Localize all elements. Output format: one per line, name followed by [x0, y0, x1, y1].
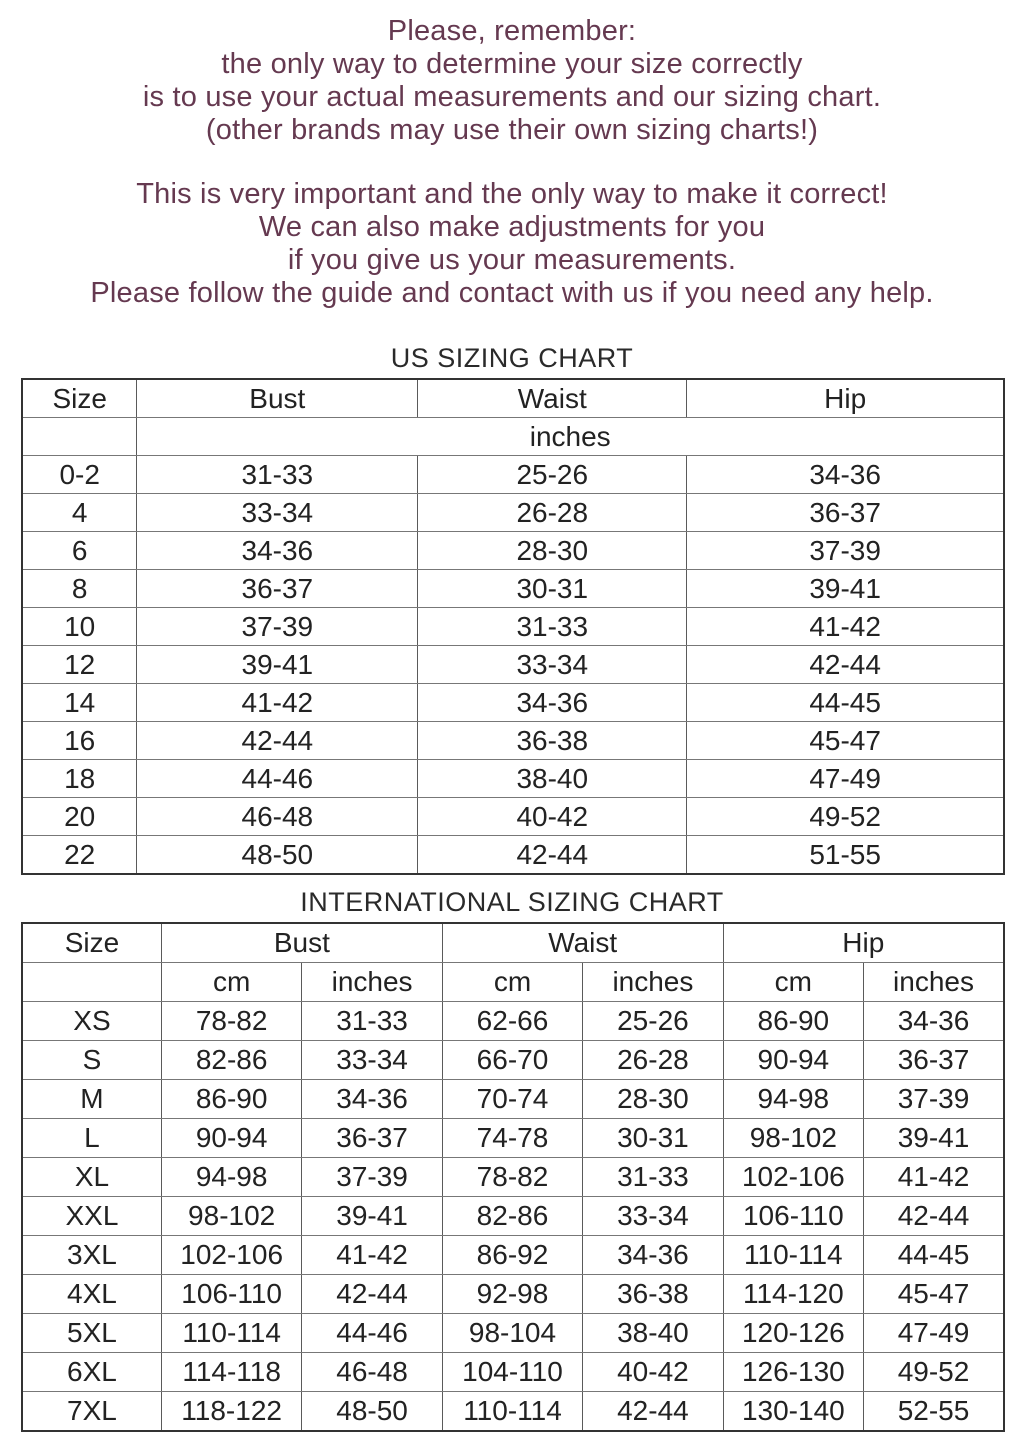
measurement-cell: 31-33 — [583, 1158, 723, 1197]
measurement-cell: 37-39 — [137, 608, 418, 646]
intro-line: if you give us your measurements. — [287, 244, 737, 276]
measurement-cell: 47-49 — [687, 760, 1004, 798]
empty-header-cell — [22, 963, 161, 1002]
measurement-cell: 62-66 — [442, 1002, 582, 1041]
intro-note — [0, 0, 1024, 310]
measurement-cell: 49-52 — [687, 798, 1004, 836]
us-chart-title: US SIZING CHART — [390, 343, 634, 373]
measurement-cell: 39-41 — [687, 570, 1004, 608]
table-row — [22, 1119, 1004, 1158]
measurement-cell: 114-120 — [723, 1275, 863, 1314]
measurement-cell: 39-41 — [137, 646, 418, 684]
measurement-cell: 86-90 — [161, 1080, 301, 1119]
measurement-cell: 82-86 — [442, 1197, 582, 1236]
table-row — [22, 1158, 1004, 1197]
column-header-size: Size — [22, 923, 161, 963]
table-row — [22, 684, 1004, 722]
size-cell: 0-2 — [22, 456, 137, 494]
intro-line: the only way to determine your size correctly — [221, 48, 803, 80]
measurement-cell: 26-28 — [418, 494, 687, 532]
size-cell: 4 — [22, 494, 137, 532]
measurement-cell: 36-38 — [418, 722, 687, 760]
unit-header-inches: inches — [864, 963, 1004, 1002]
measurement-cell: 42-44 — [687, 646, 1004, 684]
measurement-cell: 34-36 — [687, 456, 1004, 494]
measurement-cell: 78-82 — [161, 1002, 301, 1041]
measurement-cell: 34-36 — [302, 1080, 442, 1119]
measurement-cell: 45-47 — [687, 722, 1004, 760]
unit-header-inches: inches — [583, 963, 723, 1002]
measurement-cell: 42-44 — [418, 836, 687, 875]
unit-header-cm: cm — [723, 963, 863, 1002]
measurement-cell: 31-33 — [137, 456, 418, 494]
measurement-cell: 44-46 — [302, 1314, 442, 1353]
measurement-cell: 33-34 — [418, 646, 687, 684]
measurement-cell: 110-114 — [442, 1392, 582, 1432]
size-cell: XS — [22, 1002, 161, 1041]
us-sizing-table — [21, 378, 1005, 875]
measurement-cell: 70-74 — [442, 1080, 582, 1119]
column-header-size: Size — [22, 379, 137, 418]
intro-line: Please, remember: — [387, 15, 637, 47]
measurement-cell: 106-110 — [723, 1197, 863, 1236]
measurement-cell: 33-34 — [302, 1041, 442, 1080]
measurement-cell: 37-39 — [302, 1158, 442, 1197]
us-header-row — [22, 379, 1004, 418]
measurement-cell: 33-34 — [137, 494, 418, 532]
measurement-cell: 86-90 — [723, 1002, 863, 1041]
measurement-cell: 38-40 — [583, 1314, 723, 1353]
table-row — [22, 456, 1004, 494]
measurement-cell: 130-140 — [723, 1392, 863, 1432]
measurement-cell: 86-92 — [442, 1236, 582, 1275]
measurement-cell: 28-30 — [418, 532, 687, 570]
intro-line: (other brands may use their own sizing charts!) — [205, 114, 819, 146]
size-cell: 6XL — [22, 1353, 161, 1392]
measurement-cell: 34-36 — [418, 684, 687, 722]
intl-chart-title: INTERNATIONAL SIZING CHART — [300, 887, 724, 917]
measurement-cell: 42-44 — [302, 1275, 442, 1314]
measurement-cell: 126-130 — [723, 1353, 863, 1392]
unit-header-inches: inches — [137, 418, 1004, 456]
us-unit-row — [22, 418, 1004, 456]
size-cell: L — [22, 1119, 161, 1158]
measurement-cell: 94-98 — [161, 1158, 301, 1197]
measurement-cell: 102-106 — [723, 1158, 863, 1197]
column-header-waist: Waist — [418, 379, 687, 418]
table-row — [22, 1314, 1004, 1353]
intl-sizing-table — [21, 922, 1005, 1432]
measurement-cell: 36-37 — [687, 494, 1004, 532]
table-row — [22, 722, 1004, 760]
measurement-cell: 51-55 — [687, 836, 1004, 875]
intro-line: is to use your actual measurements and our sizing chart. — [142, 81, 882, 113]
measurement-cell: 25-26 — [583, 1002, 723, 1041]
measurement-cell: 34-36 — [864, 1002, 1004, 1041]
measurement-cell: 92-98 — [442, 1275, 582, 1314]
measurement-cell: 42-44 — [583, 1392, 723, 1432]
size-cell: 22 — [22, 836, 137, 875]
measurement-cell: 44-45 — [687, 684, 1004, 722]
intro-line: We can also make adjustments for you — [258, 211, 766, 243]
table-row — [22, 798, 1004, 836]
table-row — [22, 1392, 1004, 1432]
measurement-cell: 45-47 — [864, 1275, 1004, 1314]
measurement-cell: 40-42 — [583, 1353, 723, 1392]
table-row — [22, 760, 1004, 798]
measurement-cell: 28-30 — [583, 1080, 723, 1119]
size-cell: 5XL — [22, 1314, 161, 1353]
size-cell: 4XL — [22, 1275, 161, 1314]
intro-line: This is very important and the only way to make it correct! — [136, 178, 888, 210]
unit-header-cm: cm — [442, 963, 582, 1002]
size-cell: 14 — [22, 684, 137, 722]
table-row — [22, 1275, 1004, 1314]
measurement-cell: 37-39 — [864, 1080, 1004, 1119]
measurement-cell: 82-86 — [161, 1041, 301, 1080]
measurement-cell: 36-37 — [302, 1119, 442, 1158]
table-row — [22, 570, 1004, 608]
measurement-cell: 44-45 — [864, 1236, 1004, 1275]
table-row — [22, 836, 1004, 875]
table-row — [22, 646, 1004, 684]
measurement-cell: 74-78 — [442, 1119, 582, 1158]
measurement-cell: 102-106 — [161, 1236, 301, 1275]
measurement-cell: 44-46 — [137, 760, 418, 798]
table-row — [22, 1002, 1004, 1041]
measurement-cell: 66-70 — [442, 1041, 582, 1080]
measurement-cell: 34-36 — [583, 1236, 723, 1275]
column-header-hip: Hip — [687, 379, 1004, 418]
measurement-cell: 30-31 — [583, 1119, 723, 1158]
measurement-cell: 42-44 — [864, 1197, 1004, 1236]
measurement-cell: 104-110 — [442, 1353, 582, 1392]
measurement-cell: 36-37 — [864, 1041, 1004, 1080]
table-row — [22, 532, 1004, 570]
measurement-cell: 30-31 — [418, 570, 687, 608]
measurement-cell: 46-48 — [302, 1353, 442, 1392]
size-cell: 3XL — [22, 1236, 161, 1275]
unit-header-cm: cm — [161, 963, 301, 1002]
measurement-cell: 98-104 — [442, 1314, 582, 1353]
table-row — [22, 1236, 1004, 1275]
measurement-cell: 39-41 — [864, 1119, 1004, 1158]
table-row — [22, 1080, 1004, 1119]
size-cell: 7XL — [22, 1392, 161, 1432]
size-cell: XL — [22, 1158, 161, 1197]
size-cell: M — [22, 1080, 161, 1119]
size-cell: 16 — [22, 722, 137, 760]
column-header-bust: Bust — [137, 379, 418, 418]
size-cell: XXL — [22, 1197, 161, 1236]
measurement-cell: 41-42 — [302, 1236, 442, 1275]
size-cell: S — [22, 1041, 161, 1080]
measurement-cell: 120-126 — [723, 1314, 863, 1353]
measurement-cell: 33-34 — [583, 1197, 723, 1236]
measurement-cell: 90-94 — [161, 1119, 301, 1158]
size-cell: 20 — [22, 798, 137, 836]
column-header-waist: Waist — [442, 923, 723, 963]
measurement-cell: 110-114 — [161, 1314, 301, 1353]
measurement-cell: 94-98 — [723, 1080, 863, 1119]
measurement-cell: 52-55 — [864, 1392, 1004, 1432]
table-row — [22, 1197, 1004, 1236]
measurement-cell: 48-50 — [302, 1392, 442, 1432]
measurement-cell: 31-33 — [418, 608, 687, 646]
measurement-cell: 40-42 — [418, 798, 687, 836]
measurement-cell: 39-41 — [302, 1197, 442, 1236]
measurement-cell: 98-102 — [723, 1119, 863, 1158]
measurement-cell: 118-122 — [161, 1392, 301, 1432]
measurement-cell: 26-28 — [583, 1041, 723, 1080]
measurement-cell: 36-37 — [137, 570, 418, 608]
measurement-cell: 41-42 — [864, 1158, 1004, 1197]
table-row — [22, 494, 1004, 532]
measurement-cell: 106-110 — [161, 1275, 301, 1314]
empty-header-cell — [22, 418, 137, 456]
table-row — [22, 1041, 1004, 1080]
measurement-cell: 37-39 — [687, 532, 1004, 570]
measurement-cell: 25-26 — [418, 456, 687, 494]
measurement-cell: 47-49 — [864, 1314, 1004, 1353]
intro-spacer — [0, 147, 1024, 178]
size-cell: 6 — [22, 532, 137, 570]
measurement-cell: 90-94 — [723, 1041, 863, 1080]
measurement-cell: 78-82 — [442, 1158, 582, 1197]
table-row — [22, 1353, 1004, 1392]
column-header-bust: Bust — [161, 923, 442, 963]
measurement-cell: 48-50 — [137, 836, 418, 875]
column-header-hip: Hip — [723, 923, 1004, 963]
measurement-cell: 110-114 — [723, 1236, 863, 1275]
measurement-cell: 36-38 — [583, 1275, 723, 1314]
measurement-cell: 34-36 — [137, 532, 418, 570]
unit-header-inches: inches — [302, 963, 442, 1002]
size-cell: 8 — [22, 570, 137, 608]
measurement-cell: 38-40 — [418, 760, 687, 798]
measurement-cell: 42-44 — [137, 722, 418, 760]
size-cell: 10 — [22, 608, 137, 646]
measurement-cell: 46-48 — [137, 798, 418, 836]
measurement-cell: 41-42 — [137, 684, 418, 722]
size-cell: 12 — [22, 646, 137, 684]
intl-unit-row — [22, 963, 1004, 1002]
measurement-cell: 114-118 — [161, 1353, 301, 1392]
measurement-cell: 31-33 — [302, 1002, 442, 1041]
size-cell: 18 — [22, 760, 137, 798]
measurement-cell: 41-42 — [687, 608, 1004, 646]
measurement-cell: 98-102 — [161, 1197, 301, 1236]
table-row — [22, 608, 1004, 646]
intro-line: Please follow the guide and contact with us if you need any help. — [90, 277, 934, 309]
measurement-cell: 49-52 — [864, 1353, 1004, 1392]
intl-header-row — [22, 923, 1004, 963]
